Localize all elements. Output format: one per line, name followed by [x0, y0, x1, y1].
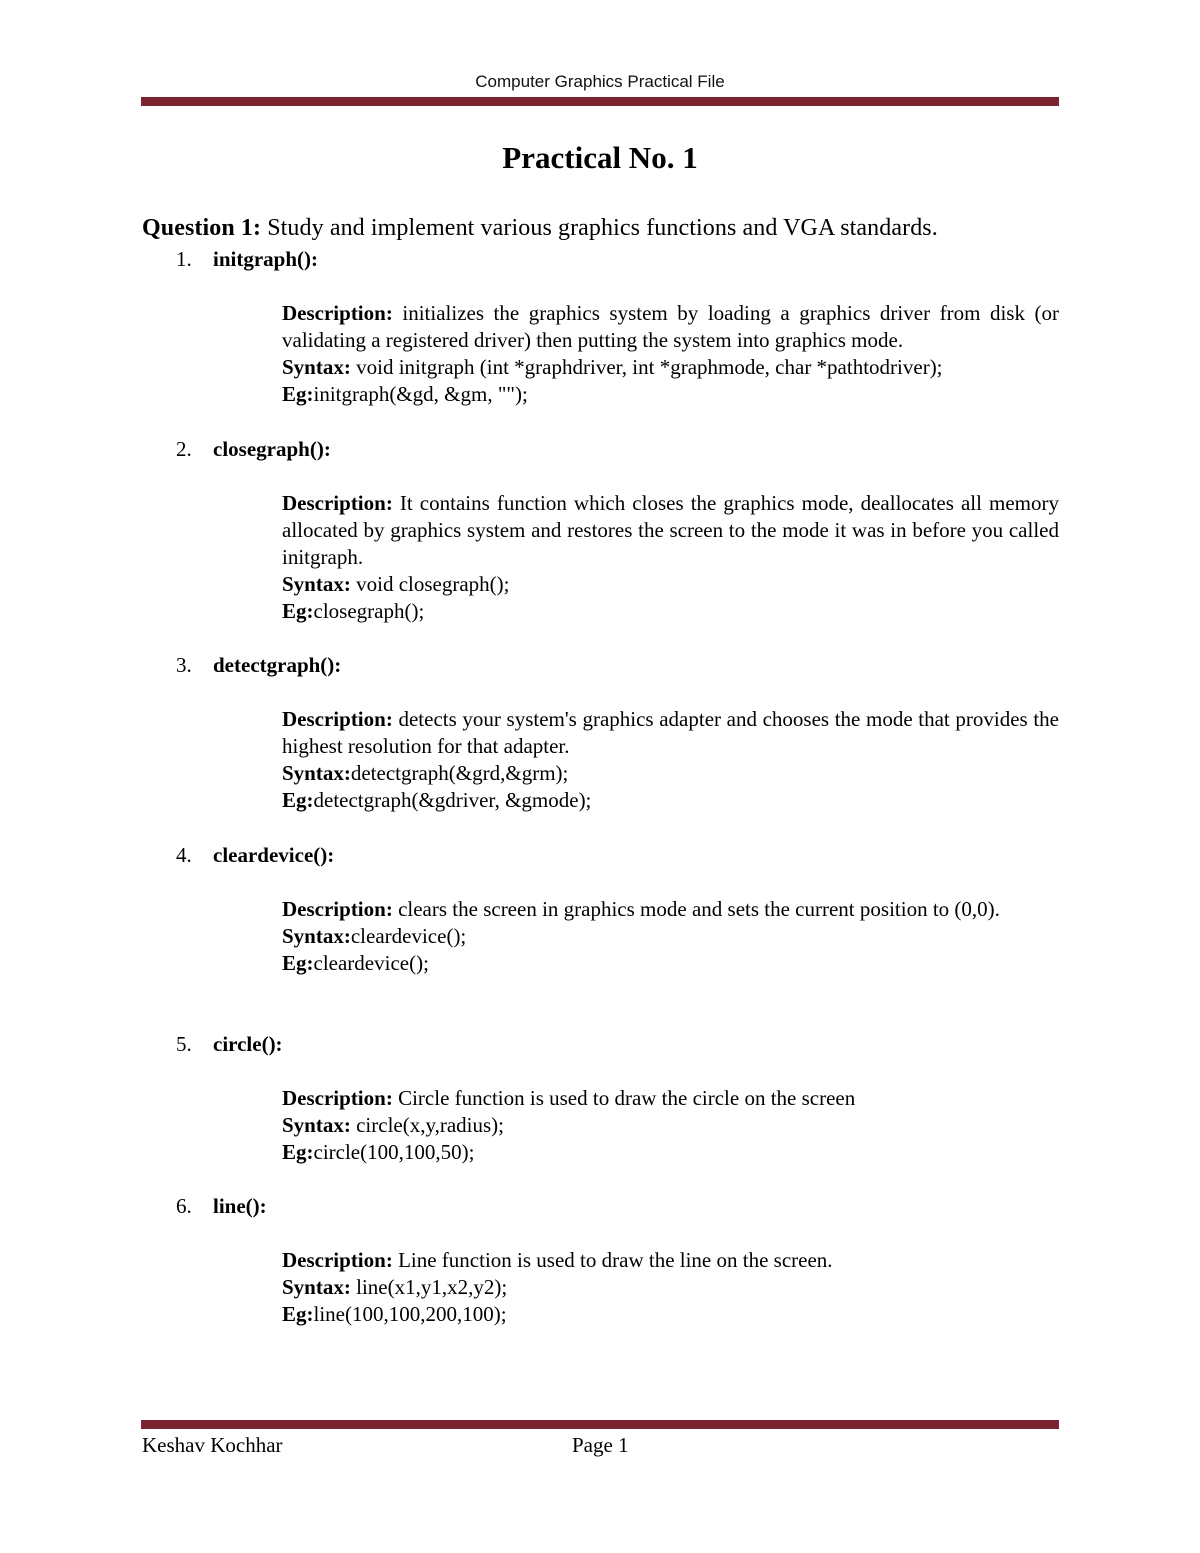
- description-label: Description:: [282, 491, 393, 515]
- item-description: detects your system's graphics adapter and chooses the mode that provides the highest resolution for that adapter.: [282, 707, 1060, 758]
- item-syntax: line(x1,y1,x2,y2);: [356, 1275, 508, 1299]
- description-label: Description:: [282, 897, 393, 921]
- question: [142, 215, 938, 242]
- item-body: [282, 1247, 1059, 1328]
- example-label: Eg:: [282, 1140, 314, 1164]
- item-number: 2.: [176, 437, 192, 461]
- syntax-label: Syntax:: [282, 924, 351, 948]
- item-description: It contains function which closes the graphics mode, deallocates all memory allocated by graphics system and restores the screen to the mode it was in before you called initgraph.: [282, 491, 1060, 569]
- description-label: Description:: [282, 707, 393, 731]
- header-rule: [141, 97, 1059, 106]
- item-example: cleardevice();: [313, 951, 429, 975]
- item-body: [282, 300, 1059, 408]
- item-name: initgraph():: [213, 247, 318, 271]
- item-name: cleardevice():: [213, 843, 335, 867]
- item-example: closegraph();: [313, 599, 425, 623]
- example-label: Eg:: [282, 382, 314, 406]
- item-syntax: cleardevice();: [350, 924, 467, 948]
- syntax-label: Syntax:: [282, 761, 351, 785]
- item-example: line(100,100,200,100);: [313, 1302, 507, 1326]
- question-text: Study and implement various graphics functions and VGA standards.: [267, 215, 938, 241]
- item-syntax: circle(x,y,radius);: [356, 1113, 505, 1137]
- item-number: 6.: [176, 1194, 192, 1218]
- item-example: initgraph(&gd, &gm, "");: [313, 382, 528, 406]
- page-header: Computer Graphics Practical File: [475, 72, 725, 91]
- footer-page-number: Page 1: [572, 1433, 629, 1457]
- item-description: Line function is used to draw the line on the screen.: [398, 1248, 833, 1272]
- page-title: Practical No. 1: [502, 140, 698, 175]
- item-body: [282, 706, 1059, 814]
- item-syntax: void closegraph();: [356, 572, 510, 596]
- item-description: clears the screen in graphics mode and sets the current position to (0,0).: [398, 897, 1000, 921]
- item-syntax: void initgraph (int *graphdriver, int *graphmode, char *pathtodriver);: [356, 355, 943, 379]
- description-label: Description:: [282, 301, 393, 325]
- example-label: Eg:: [282, 599, 314, 623]
- item-name: line():: [213, 1194, 267, 1218]
- item-body: [282, 490, 1059, 625]
- item-description: initializes the graphics system by loading a graphics driver from disk (or validating a registered driver) then putting the system into graphics mode.: [282, 301, 1059, 352]
- item-number: 3.: [176, 653, 192, 677]
- item-body: [282, 1085, 1059, 1166]
- description-label: Description:: [282, 1248, 393, 1272]
- footer-author: Keshav Kochhar: [142, 1433, 283, 1457]
- item-description: Circle function is used to draw the circle on the screen: [398, 1086, 856, 1110]
- item-number: 4.: [176, 843, 192, 867]
- item-body: [282, 896, 1059, 977]
- item-syntax: detectgraph(&grd,&grm);: [350, 761, 569, 785]
- footer-rule: [141, 1420, 1059, 1429]
- syntax-label: Syntax:: [282, 1113, 351, 1137]
- example-label: Eg:: [282, 951, 314, 975]
- syntax-label: Syntax:: [282, 355, 351, 379]
- syntax-label: Syntax:: [282, 572, 351, 596]
- syntax-label: Syntax:: [282, 1275, 351, 1299]
- question-label: Question 1:: [142, 215, 262, 241]
- item-name: detectgraph():: [213, 653, 342, 677]
- item-example: detectgraph(&gdriver, &gmode);: [313, 788, 592, 812]
- item-name: closegraph():: [213, 437, 331, 461]
- item-example: circle(100,100,50);: [313, 1140, 475, 1164]
- example-label: Eg:: [282, 788, 314, 812]
- item-number: 5.: [176, 1032, 192, 1056]
- item-number: 1.: [176, 247, 192, 271]
- description-label: Description:: [282, 1086, 393, 1110]
- example-label: Eg:: [282, 1302, 314, 1326]
- item-name: circle():: [213, 1032, 283, 1056]
